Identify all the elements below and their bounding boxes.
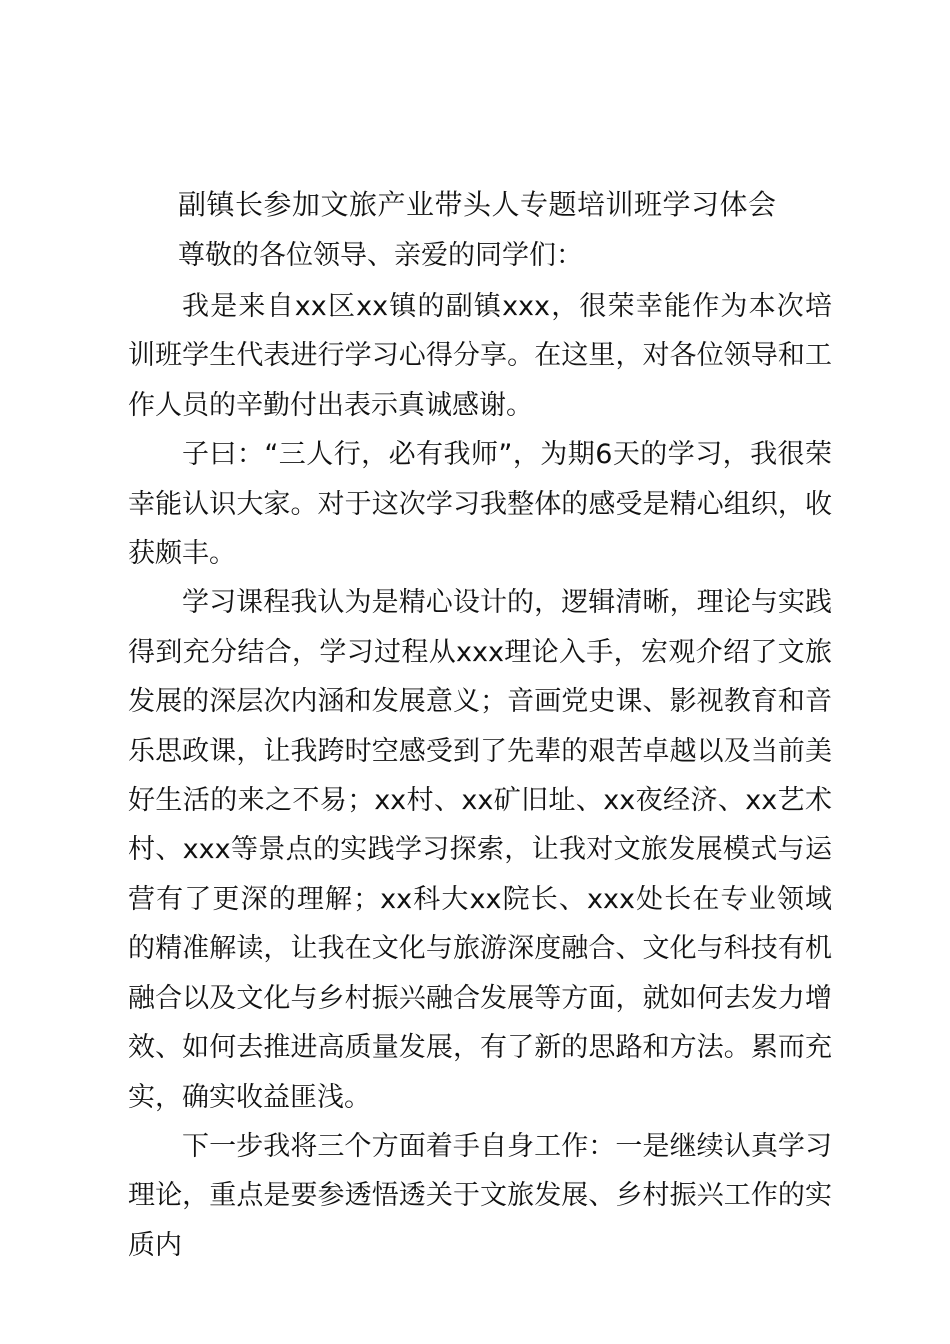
document-body — [128, 282, 832, 1270]
paragraph-next-steps: 下一步我将三个方面着手自身工作：一是继续认真学习理论，重点是要参透悟透关于文旅发展、乡村振兴工作的实质内 — [128, 1130, 832, 1261]
paragraph-intro: 我是来自xx区xx镇的副镇xxx，很荣幸能作为本次培训班学生代表进行学习心得分享。在这里，对各位领导和工作人员的辛勤付出表示真诚感谢。 — [128, 291, 832, 421]
paragraph-quote: 子曰：“三人行，必有我师”，为期6天的学习，我很荣幸能认识大家。对于这次学习我整体的感受是精心组织，收获颇丰。 — [128, 439, 832, 570]
paragraph-course: 学习课程我认为是精心设计的，逻辑清晰，理论与实践得到充分结合，学习过程从xxx理论入手，宏观介绍了文旅发展的深层次内涵和发展意义；音画党史课、影视教育和音乐思政课，让我跨时空感受到了先辈的艰苦卓越以及当前美好生活的来之不易；xx村、xx矿旧址、xx夜经济、xx艺术村、xxx等景点的实践学习探索，让我对文旅发展模式与运营有了更深的理解；xx科大xx院长、xxx处长在专业领域的精准解读，让我在文化与旅游深度融合、文化与科技有机融合以及文化与乡村振兴融合发展等方面，就如何去发力增效、如何去推进高质量发展，有了新的思路和方法。累而充实，确实收益匪浅。 — [128, 587, 832, 1113]
salutation: 尊敬的各位领导、亲爱的同学们： — [178, 240, 583, 271]
document-title: 副镇长参加文旅产业带头人专题培训班学习体会 — [178, 188, 777, 221]
